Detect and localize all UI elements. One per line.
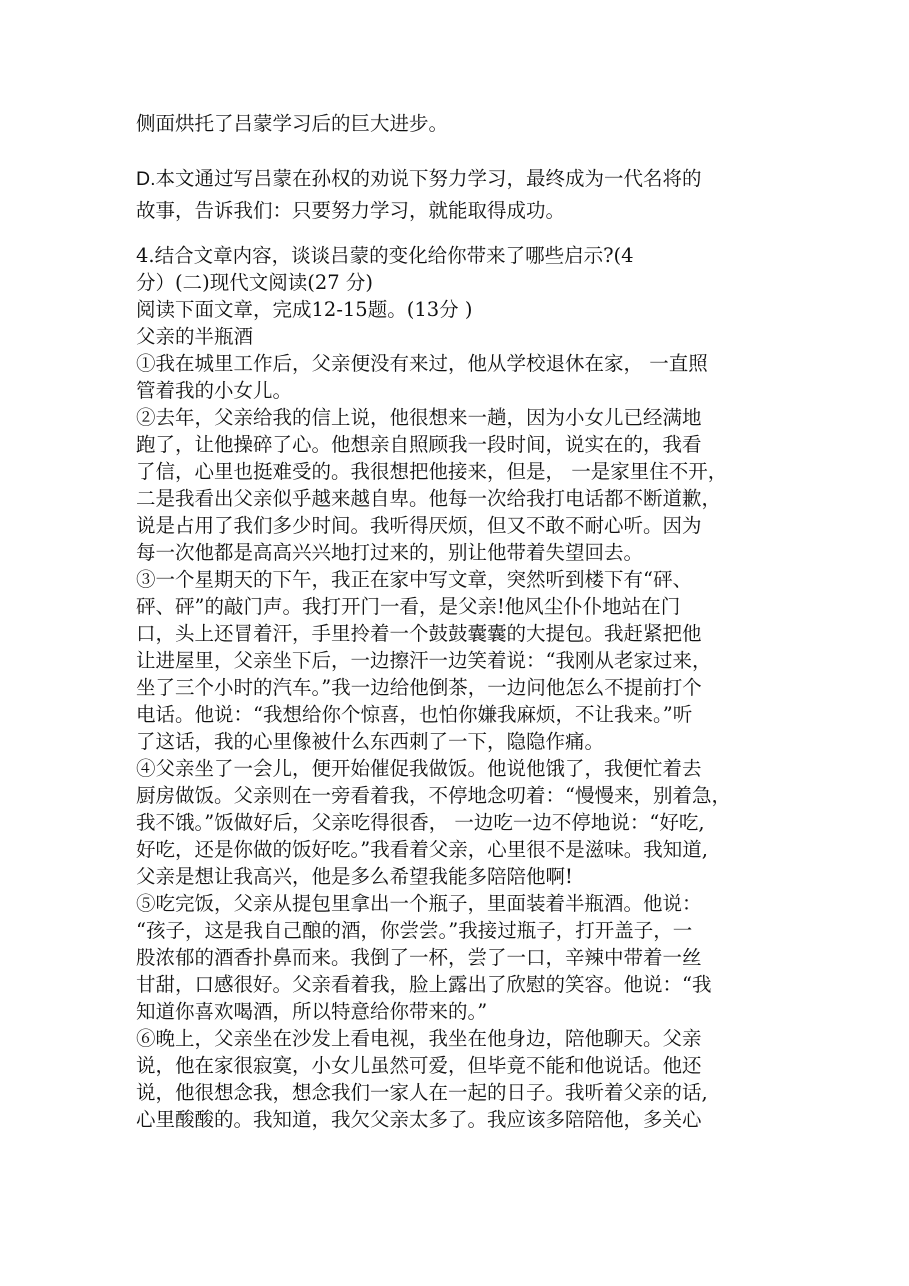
article-line: 电话。他说：“我想给你个惊喜，也怕你嫌我麻烦，不让我来。”听	[136, 703, 693, 726]
option-d-line-1: D.本文通过写吕蒙在孙权的劝说下努力学习，最终成为一代名将的	[136, 168, 702, 190]
question-4-line-1: 4.结合文章内容，谈谈吕蒙的变化给你带来了哪些启示?(4	[136, 244, 634, 267]
article-line: 坐了三个小时的汽车。”我一边给他倒茶，一边问他怎么不提前打个	[136, 676, 702, 699]
question-and-article	[136, 242, 776, 1133]
article-line: 父亲是想让我高兴，他是多么希望我能多陪陪他啊!	[136, 865, 573, 888]
option-d	[136, 163, 776, 227]
article-line: 了信，心里也挺难受的。我很想把他接来，但是， 一是家里住不开，	[136, 460, 728, 483]
article-line: ②去年，父亲给我的信上说，他很想来一趟，因为小女儿已经满地	[136, 406, 702, 429]
option-c-tail	[136, 110, 776, 137]
article-line: 知道你喜欢喝酒，所以特意给你带来的。”	[136, 1000, 488, 1023]
article-line: 让进屋里，父亲坐下后，一边擦汗一边笑着说：“我刚从老家过来，	[136, 649, 712, 672]
article-line: 甘甜，口感很好。父亲看着我，脸上露出了欣慰的笑容。他说：“我	[136, 973, 712, 996]
question-4-line-2: 分）(二)现代文阅读(27 分)	[136, 271, 373, 294]
article-line: 说，他在家很寂寞，小女儿虽然可爱，但毕竟不能和他说话。他还	[136, 1054, 702, 1077]
option-d-line-2: 故事，告诉我们：只要努力学习，就能取得成功。	[136, 200, 566, 222]
article-line: 说是占用了我们多少时间。我听得厌烦，但又不敢不耐心听。因为	[136, 514, 702, 537]
article-line: ③一个星期天的下午，我正在家中写文章，突然听到楼下有“砰、	[136, 568, 692, 591]
option-c-tail-text: 侧面烘托了吕蒙学习后的巨大进步。	[136, 112, 449, 135]
article-line: 说，他很想念我，想念我们一家人在一起的日子。我听着父亲的话,	[136, 1081, 708, 1104]
article-line: 厨房做饭。父亲则在一旁看着我，不停地念叨着：“慢慢来，别着急，	[136, 784, 731, 807]
article-line: 心里酸酸的。我知道，我欠父亲太多了。我应该多陪陪他，多关心	[136, 1108, 702, 1131]
article-line: 跑了，让他操碎了心。他想亲自照顾我一段时间，说实在的，我看	[136, 433, 702, 456]
article-line: 管着我的小女儿。	[136, 379, 293, 402]
article-line: ⑤吃完饭，父亲从提包里拿出一个瓶子，里面装着半瓶酒。他说：	[136, 892, 702, 915]
article-line: 砰、砰”的敲门声。我打开门一看，是父亲!他风尘仆仆地站在门	[136, 595, 681, 618]
article-line: ④父亲坐了一会儿，便开始催促我做饭。他说他饿了，我便忙着去	[136, 757, 702, 780]
article-line: 了这话，我的心里像被什么东西刺了一下，隐隐作痛。	[136, 730, 605, 753]
article-line: 股浓郁的酒香扑鼻而来。我倒了一杯，尝了一口，辛辣中带着一丝	[136, 946, 702, 969]
article-line: 好吃，还是你做的饭好吃。”我看着父亲，心里很不是滋味。我知道,	[136, 838, 708, 861]
article-line: 我不饿。”饭做好后，父亲吃得很香， 一边吃一边不停地说：“好吃,	[136, 811, 705, 834]
article-line: ⑥晚上，父亲坐在沙发上看电视，我坐在他身边，陪他聊天。父亲	[136, 1027, 702, 1050]
article-line: 二是我看出父亲似乎越来越自卑。他每一次给我打电话都不断道歉，	[136, 487, 722, 510]
article-title: 父亲的半瓶酒	[136, 325, 254, 348]
article-line: ①我在城里工作后，父亲便没有来过，他从学校退休在家， 一直照	[136, 352, 708, 375]
reading-instruction: 阅读下面文章，完成12-15题。(13分 )	[136, 298, 473, 321]
article-line: 每一次他都是高高兴兴地打过来的，别让他带着失望回去。	[136, 541, 644, 564]
article-line: “孩子，这是我自己酿的酒，你尝尝。”我接过瓶子，打开盖子，一	[136, 919, 693, 942]
article-line: 口，头上还冒着汗，手里拎着一个鼓鼓囊囊的大提包。我赶紧把他	[136, 622, 702, 645]
